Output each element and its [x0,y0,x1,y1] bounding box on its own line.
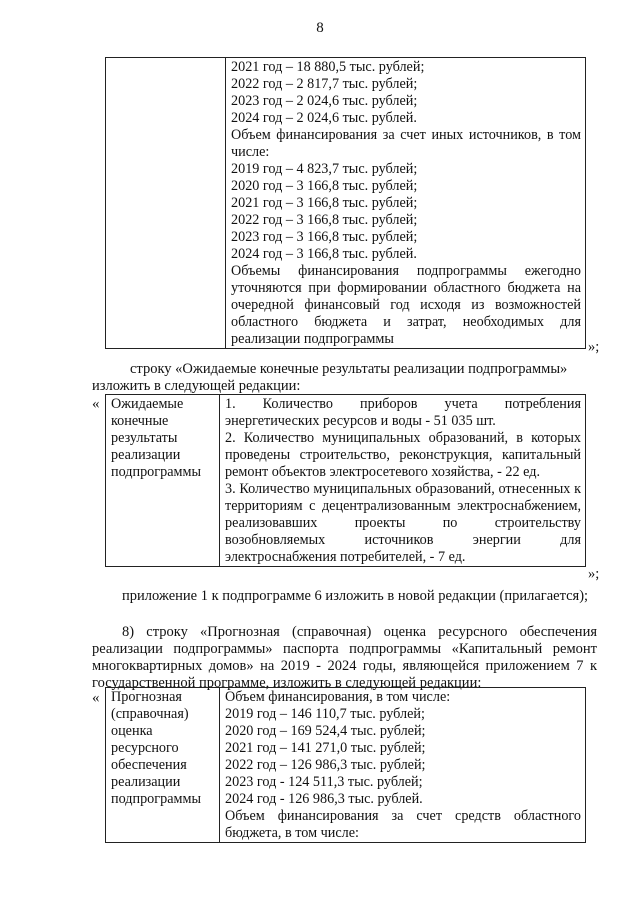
open-quote-3: « [92,690,100,706]
value-line: 2022 год – 2 817,7 тыс. рублей; [231,76,418,92]
value-line: 2019 год – 4 823,7 тыс. рублей; [231,161,418,177]
value-line: 2019 год – 146 110,7 тыс. рублей; [225,706,425,722]
expected-results-table [105,394,586,567]
value-line: 2020 год – 3 166,8 тыс. рублей; [231,178,418,194]
empty-label-cell [106,58,226,349]
value-line: 2021 год – 3 166,8 тыс. рублей; [231,195,418,211]
instruction-text: 8) строку «Прогнозная (справочная) оценка ресурсного обеспечения реализации подпрограммы» паспорта подпрограммы «Капитальный ремонт многоквартирных домов» на 2019 - 2024 годы, являющейся приложением 7 к государственной программе, изложить в следующей редакции: [92,624,597,691]
resource-estimate-values [220,688,586,843]
expected-results-values [220,395,586,567]
value-line: 2024 год – 2 024,6 тыс. рублей. [231,110,417,126]
value-line: 2022 год – 126 986,3 тыс. рублей; [225,757,426,773]
closing-quote-2: »; [588,566,600,582]
closing-quote-1: »; [588,339,600,355]
instruction-line: строку «Ожидаемые конечные результаты реализации подпрограммы» [130,361,568,377]
value-line: 2024 год – 3 166,8 тыс. рублей. [231,246,417,262]
value-line: 2023 год – 3 166,8 тыс. рублей; [231,229,418,245]
instruction-text: приложение 1 к подпрограмме 6 изложить в новой редакции (прилагается); [122,588,589,604]
value-line: 2021 год – 18 880,5 тыс. рублей; [231,59,425,75]
open-quote-2: « [92,396,100,412]
result-item-2: 2. Количество муниципальных образований, в которых проведены строительство, реконструкция, капитальный ремонт объектов электросетевого хозяйства, - 22 ед. [225,430,581,480]
expected-results-label: Ожидаемые конечные результаты реализации подпрограммы [106,395,220,567]
regional-budget-heading: Объем финансирования за счет средств областного бюджета, в том числе: [225,808,581,841]
page-number: 8 [316,20,324,36]
financing-table-continuation [105,57,586,349]
result-item-3: 3. Количество муниципальных образований, отнесенных к территориям с децентрализованным электроснабжением, реализовавших проекты по строительству возобновляемых источников энергии для электроснабжения потребителей, - 7 ед. [225,481,581,565]
result-item-1: 1. Количество приборов учета потребления энергетических ресурсов и воды - 51 035 шт. [225,396,581,429]
resource-estimate-table [105,687,586,843]
instruction-paragraph-2 [92,588,597,605]
other-sources-heading: Объем финансирования за счет иных источников, в том числе: [231,127,581,160]
value-line: 2023 год – 2 024,6 тыс. рублей; [231,93,418,109]
financing-note: Объемы финансирования подпрограммы ежегодно уточняются при формировании областного бюджета на очередной финансовый год исходя из возможностей областного бюджета и затрат, необходимых для реализации подпрограммы [231,263,581,347]
heading-line: Объем финансирования, в том числе: [225,689,451,705]
value-line: 2020 год – 169 524,4 тыс. рублей; [225,723,426,739]
instruction-line: изложить в следующей редакции: [92,378,301,394]
instruction-paragraph-3 [92,624,597,692]
value-line: 2021 год – 141 271,0 тыс. рублей; [225,740,426,756]
value-line: 2023 год - 124 511,3 тыс. рублей; [225,774,423,790]
instruction-paragraph-1 [92,361,597,395]
value-line: 2022 год – 3 166,8 тыс. рублей; [231,212,418,228]
resource-estimate-label: Прогнозная (справочная) оценка ресурсного обеспечения реализации подпрограммы [106,688,220,843]
value-line: 2024 год - 126 986,3 тыс. рублей. [225,791,423,807]
financing-values-cell [226,58,586,349]
